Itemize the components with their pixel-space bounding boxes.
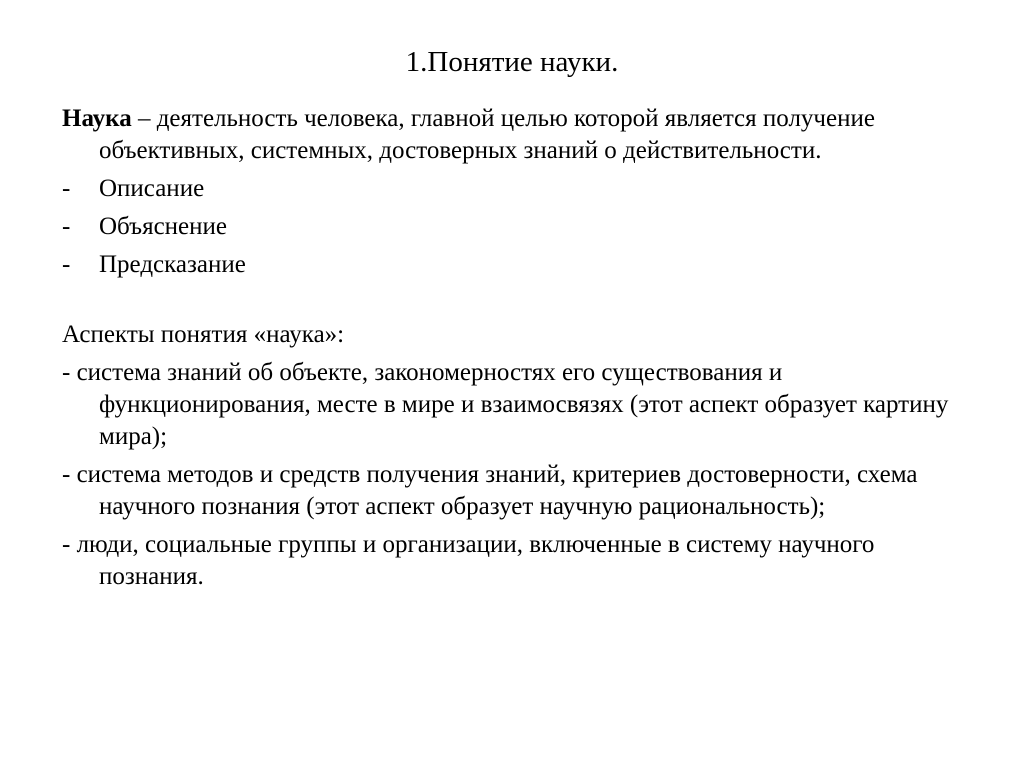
aspects-heading: Аспекты понятия «наука»: [62,321,345,348]
dash-bullet: - [62,251,71,278]
definition-term: Наука [62,105,132,132]
function-item-explanation [62,211,982,243]
function-label: Описание [99,175,205,202]
aspect-item-methods: - система методов и средств получения знаний, критериев достоверности, схема научного познания (этот аспект образует научную рациональность); [62,461,918,520]
dash-bullet: - [62,213,71,240]
spacer [62,281,982,319]
definition-text: – деятельность человека, главной целью которой является получение объективных, системных, достоверных знаний о действительности. [99,105,875,164]
slide-title: 1.Понятие науки. [405,46,619,78]
function-item-prediction [62,249,982,281]
function-item-description [62,173,982,205]
aspect-item-people: - люди, социальные группы и организации, включенные в систему научного познания. [62,531,875,590]
aspect-item-knowledge: - система знаний об объекте, закономерностях его существования и функционирования, месте в мире и взаимосвязях (этот аспект образует картину мира); [62,359,949,450]
definition-paragraph [62,103,982,167]
slide-content [62,103,982,593]
function-label: Предсказание [99,251,246,278]
function-label: Объяснение [99,213,228,240]
dash-bullet: - [62,175,71,202]
